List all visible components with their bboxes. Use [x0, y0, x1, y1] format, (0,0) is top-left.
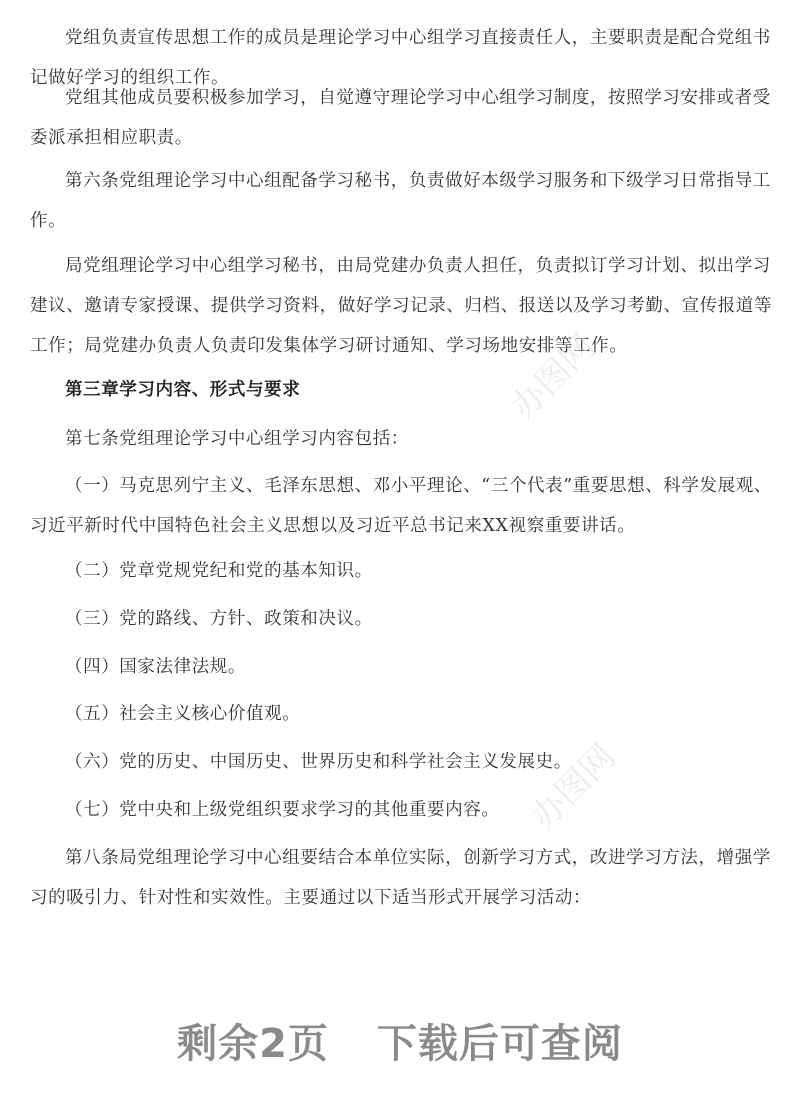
paragraph-article-7: 第七条党组理论学习中心组学习内容包括： — [65, 429, 409, 449]
list-item-6: （六）党的历史、中国历史、世界历史和科学社会主义发展史。 — [65, 752, 572, 772]
watermark-1: 办图网 — [503, 326, 604, 428]
remaining-pages-label: 剩余2页 — [177, 1021, 329, 1067]
list-item-1: （一）马克思列宁主义、毛泽东思想、邓小平理论、“三个代表”重要思想、科学发展观、习近平新时代中国特色社会主义思想以及习近平总书记来XX视察重要讲话。 — [30, 476, 772, 536]
paragraph-article-8: 第八条局党组理论学习中心组要结合本单位实际，创新学习方式，改进学习方法，增强学习的吸引力、针对性和实效性。主要通过以下适当形式开展学习活动： — [30, 848, 771, 908]
paragraph-study-secretary: 局党组理论学习中心组学习秘书，由局党建办负责人担任，负责拟订学习计划、拟出学习建议、邀请专家授课、提供学习资料，做好学习记录、归档、报送以及学习考勤、宣传报道等工作；局党建办负责人负责印发集体学习研讨通知、学习场地安排等工作。 — [30, 256, 773, 356]
watermark-2: 办图网 — [523, 736, 624, 838]
chapter-3-heading: 第三章学习内容、形式与要求 — [65, 380, 301, 400]
list-item-5: （五）社会主义核心价值观。 — [65, 704, 301, 724]
list-item-7: （七）党中央和上级党组织要求学习的其他重要内容。 — [65, 800, 500, 820]
paragraph-other-members: 党组其他成员要积极参加学习，自觉遵守理论学习中心组学习制度，按照学习安排或者受委派承担相应职责。 — [30, 88, 771, 148]
list-item-3: （三）党的路线、方针、政策和决议。 — [65, 609, 373, 629]
list-item-4: （四）国家法律法规。 — [65, 657, 246, 677]
paragraph-article-6: 第六条党组理论学习中心组配备学习秘书，负责做好本级学习服务和下级学习日常指导工作。 — [30, 171, 771, 231]
download-to-view-label: 下载后可查阅 — [376, 1021, 623, 1067]
list-item-2: （二）党章党规党纪和党的基本知识。 — [65, 561, 373, 581]
download-notice[interactable] — [0, 1012, 800, 1069]
paragraph-responsible-member: 党组负责宣传思想工作的成员是理论学习中心组学习直接责任人，主要职责是配合党组书记做好学习的组织工作。 — [30, 28, 771, 88]
